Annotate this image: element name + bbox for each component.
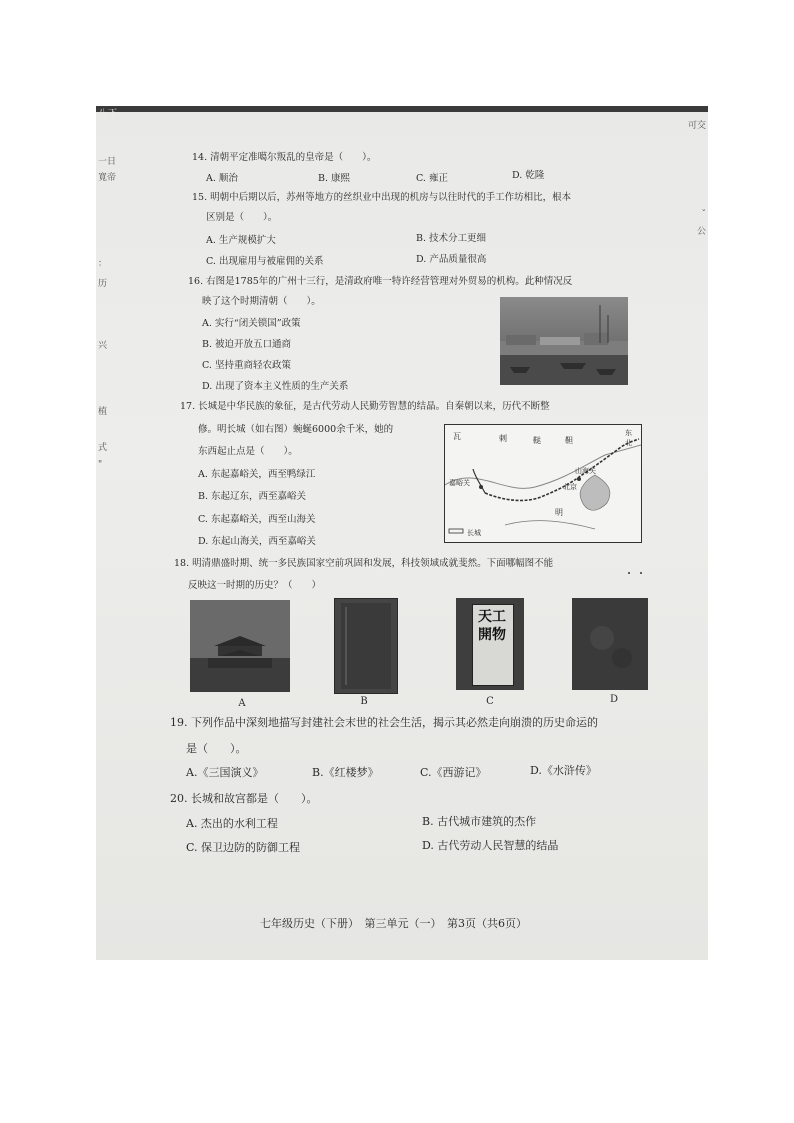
question-19-stem: 19. 下列作品中深刻地描写封建社会末世的社会生活，揭示其必然走向崩溃的历史命运的 (170, 716, 598, 729)
q16-option-a: A. 实行“闭关锁国”政策 (202, 318, 301, 329)
right-edge-text: 公 (696, 227, 706, 237)
left-edge-text: ： (98, 259, 108, 269)
q17-option-a: A. 东起嘉峪关，西至鸭绿江 (198, 469, 316, 480)
q16-option-b: B. 被迫开放五口通商 (202, 339, 292, 350)
q14-option-d: D. 乾隆 (512, 170, 545, 181)
q18-caption-d: D (609, 694, 619, 705)
q18-image-d-dark-photo (572, 598, 648, 690)
map-legend-great-wall: 长城 (467, 529, 481, 537)
left-edge-text: 兴 (98, 341, 108, 351)
question-17-stem-cont: 修。明长城（如右图）蜿蜒6000余千米，她的 (198, 424, 394, 435)
q20-option-d: D. 古代劳动人民智慧的结晶 (422, 839, 559, 852)
left-edge-text: 植 (98, 407, 108, 417)
book-title: 天工開物 (478, 609, 506, 643)
right-edge-text: 可交 (687, 121, 706, 131)
q18-caption-a: A (238, 698, 246, 709)
q15-option-d: D. 产品质量很高 (416, 254, 487, 265)
emphasis-dot (628, 572, 630, 574)
left-edge-text: 式 (98, 443, 108, 453)
question-16-stem: 16. 右图是1785年的广州十三行，是清政府唯一特许经营管理对外贸易的机构。此种情况反 (188, 276, 573, 287)
question-17-stem: 17. 长城是中华民族的象征，是古代劳动人民勤劳智慧的结晶。自秦朝以来，历代不断整 (180, 401, 550, 412)
q17-option-b: B. 东起辽东，西至嘉峪关 (198, 491, 307, 502)
q14-option-c: C. 雍正 (416, 173, 448, 184)
q14-option-a: A. 顺治 (206, 173, 238, 184)
map-label-wa: 瓦 (453, 432, 461, 441)
q19-option-d: D.《水浒传》 (530, 764, 597, 777)
map-label-jing: 靼 (565, 436, 573, 445)
question-18-stem-cont: 反映这一时期的历史？（ ） (188, 580, 322, 591)
q20-option-c: C. 保卫边防的防御工程 (186, 841, 301, 854)
q18-caption-c: C (486, 696, 494, 707)
q18-image-b-book (334, 598, 398, 694)
question-15-stem-cont: 区别是（ ）。 (206, 212, 278, 223)
q19-option-a: A.《三国演义》 (186, 766, 264, 779)
q18-image-a-forbidden-city (190, 600, 290, 692)
q15-option-c: C. 出现雇用与被雇佣的关系 (206, 256, 324, 267)
question-16-stem-cont: 映了这个时期清朝（ ）。 (202, 296, 321, 307)
map-label-la: 剌 (499, 434, 507, 443)
map-label-beijing: 北京 (563, 483, 577, 491)
map-label-bei: 北 (625, 439, 632, 447)
question-20-stem: 20. 长城和故宫都是（ ）。 (170, 792, 318, 805)
q19-option-c: C.《西游记》 (420, 766, 487, 779)
left-edge-text: " (98, 460, 103, 470)
left-edge-text: 寬帝 (98, 173, 117, 183)
question-15-stem: 15. 明朝中后期以后，苏州等地方的丝织业中出现的机房与以往时代的手工作坊相比，根本 (192, 192, 572, 203)
question-19-stem-cont: 是（ ）。 (186, 742, 247, 755)
left-edge-text: 一日 (98, 157, 117, 167)
q14-option-b: B. 康熙 (318, 173, 351, 184)
map-label-dong: 东 (625, 429, 632, 437)
q20-option-a: A. 杰出的水利工程 (186, 817, 278, 830)
q15-option-b: B. 技术分工更细 (416, 233, 487, 244)
q18-caption-b: B (360, 696, 368, 707)
q18-image-c-tiangong-kaiwu (456, 598, 524, 690)
emphasis-dot (640, 572, 642, 574)
question-17-stem-cont2: 东西起止点是（ ）。 (198, 446, 298, 457)
map-label-shanhaiguan: 山海关 (575, 467, 596, 475)
q17-option-c: C. 东起嘉峪关，西至山海关 (198, 514, 316, 525)
map-label-ming: 明 (555, 508, 563, 517)
exam-sheet (96, 106, 708, 960)
canton-thirteen-factories-image (500, 297, 628, 385)
right-edge-text: ˇ (701, 210, 706, 220)
top-dark-strip (96, 106, 708, 112)
q20-option-b: B. 古代城市建筑的杰作 (422, 815, 537, 828)
left-edge-text: 历 (98, 279, 108, 289)
map-label-jiayuguan: 嘉峪关 (449, 479, 470, 487)
q15-option-a: A. 生产规模扩大 (206, 235, 276, 246)
question-18-stem: 18. 明清鼎盛时期、统一多民族国家空前巩固和发展，科技领域成就斐然。下面哪幅图不能 (174, 558, 554, 569)
q17-option-d: D. 东起山海关，西至嘉峪关 (198, 536, 316, 547)
q19-option-b: B.《红楼梦》 (312, 766, 379, 779)
top-mark: 八下·… (98, 109, 132, 119)
map-label-da: 鞑 (533, 436, 541, 445)
q16-option-d: D. 出现了资本主义性质的生产关系 (202, 381, 349, 392)
page-footer: 七年级历史（下册） 第三单元（一） 第3页（共6页） (260, 917, 527, 930)
question-14-stem: 14. 清朝平定准噶尔叛乱的皇帝是（ ）。 (192, 152, 377, 163)
q16-option-c: C. 坚持重商轻农政策 (202, 360, 291, 371)
ming-great-wall-map (444, 424, 642, 543)
